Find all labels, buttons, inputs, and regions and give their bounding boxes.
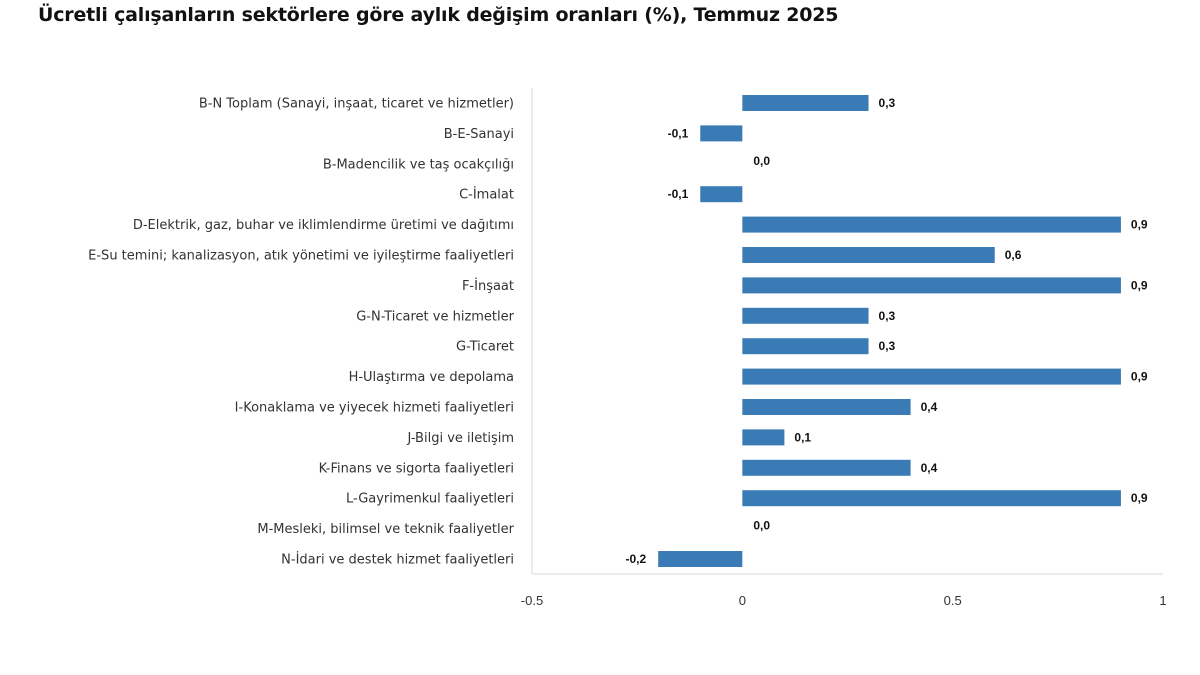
category-label: C-İmalat — [459, 187, 514, 203]
bar — [700, 125, 742, 141]
bar — [742, 460, 910, 476]
category-label: B-E-Sanayi — [443, 126, 514, 142]
category-label: G-N-Ticaret ve hizmetler — [356, 309, 514, 325]
data-label: 0,3 — [878, 308, 896, 323]
category-label: K-Finans ve sigorta faaliyetleri — [318, 461, 514, 477]
data-label: 0,6 — [1004, 248, 1022, 262]
data-label: 0,3 — [878, 96, 896, 110]
x-tick-label: 1 — [1159, 593, 1167, 608]
data-label: -0,1 — [667, 187, 689, 202]
data-label: 0,9 — [1130, 217, 1148, 232]
bar — [742, 308, 868, 324]
category-label: H-Ulaştırma ve depolama — [348, 370, 514, 386]
bar — [742, 490, 1121, 506]
bar — [742, 247, 994, 263]
bar — [742, 217, 1121, 233]
data-label: 0,3 — [878, 339, 896, 354]
category-label: E-Su temini; kanalizasyon, atık yönetimi ve iyileştirme faaliyetleri — [88, 248, 514, 264]
category-label: D-Elektrik, gaz, buhar ve iklimlendirme üretimi ve dağıtımı — [132, 218, 514, 234]
category-label: F-İnşaat — [461, 278, 514, 294]
x-tick-label: -0.5 — [520, 593, 544, 608]
data-label: 0,4 — [920, 460, 938, 475]
data-label: -0,1 — [667, 126, 689, 141]
data-label: 0,0 — [753, 153, 771, 168]
bar — [742, 399, 910, 415]
bar — [742, 338, 868, 354]
category-label: I-Konaklama ve yiyecek hizmeti faaliyetleri — [234, 400, 514, 416]
category-label: N-İdari ve destek hizmet faaliyetleri — [281, 552, 514, 568]
category-label: G-Ticaret — [456, 339, 514, 355]
data-label: 0,4 — [920, 400, 938, 414]
category-label: B-Madencilik ve taş ocakçılığı — [322, 157, 514, 173]
data-label: 0,1 — [794, 430, 812, 445]
category-label: L-Gayrimenkul faaliyetleri — [346, 491, 514, 507]
category-label: J-Bilgi ve iletişim — [407, 430, 514, 446]
bar — [700, 186, 742, 202]
category-label: B-N Toplam (Sanayi, inşaat, ticaret ve hizmetler) — [198, 96, 514, 112]
bar — [742, 429, 784, 445]
data-label: 0,9 — [1130, 369, 1148, 384]
x-tick-label: 0 — [738, 593, 746, 608]
bar — [658, 551, 742, 567]
data-label: 0,0 — [753, 518, 771, 533]
category-label: M-Mesleki, bilimsel ve teknik faaliyetler — [257, 522, 514, 538]
data-label: 0,9 — [1130, 278, 1148, 293]
x-tick-label: 0.5 — [943, 593, 962, 608]
bar — [742, 95, 868, 111]
chart-title: Ücretli çalışanların sektörlere göre aylık değişim oranları (%), Temmuz 2025 — [38, 4, 839, 26]
bar — [742, 277, 1121, 293]
bar — [742, 369, 1121, 385]
data-label: 0,9 — [1130, 491, 1148, 506]
data-label: -0,2 — [625, 552, 647, 566]
